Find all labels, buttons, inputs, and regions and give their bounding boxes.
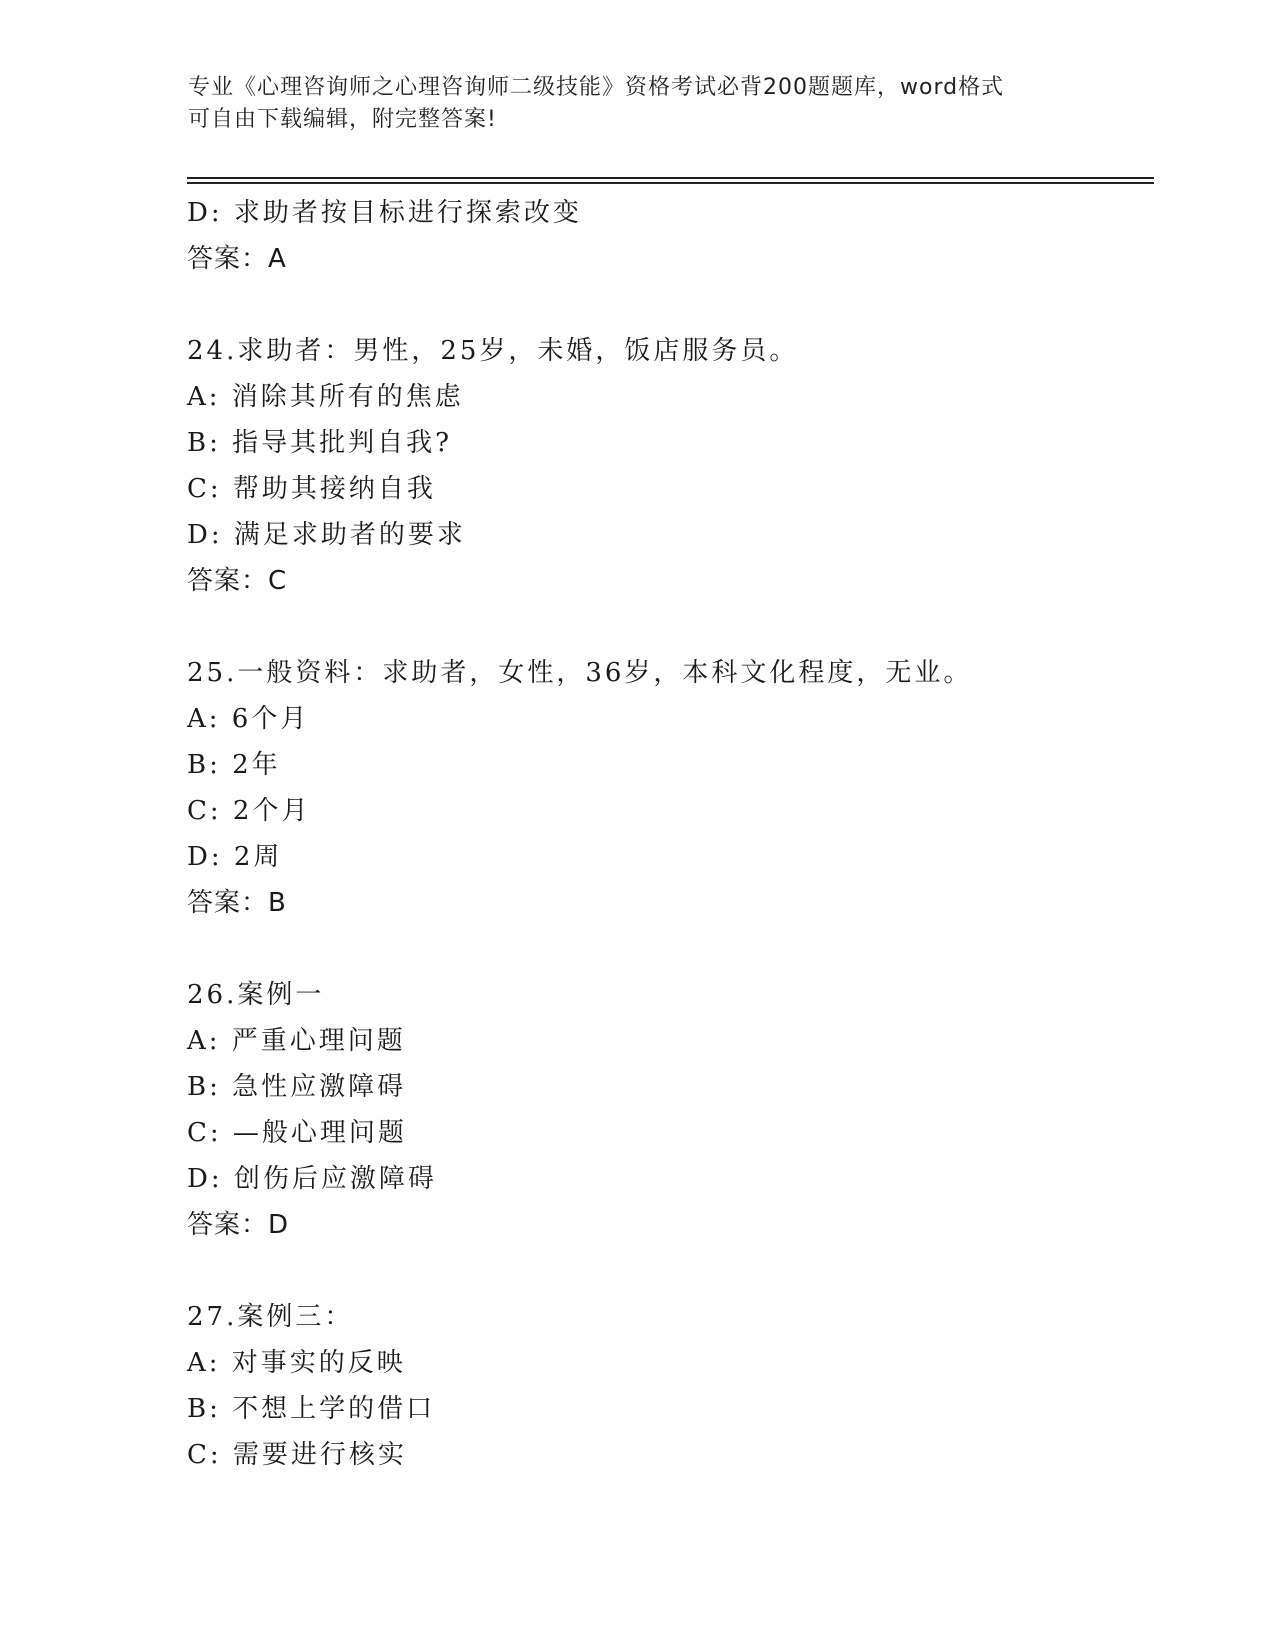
option-line: C: 帮助其接纳自我 (187, 474, 436, 504)
option-line: B: 2年 (187, 750, 281, 780)
block-spacer (187, 282, 1147, 328)
question-block (187, 190, 1147, 282)
option-line: A: 对事实的反映 (187, 1348, 406, 1378)
option-line: A: 6个月 (187, 704, 310, 734)
option-line: B: 急性应激障碍 (187, 1072, 407, 1102)
option-line: D: 创伤后应激障碍 (187, 1164, 437, 1194)
option-line: C: —般心理问题 (187, 1118, 407, 1148)
block-spacer (187, 1248, 1147, 1294)
option-line: B: 不想上学的借口 (187, 1394, 436, 1424)
header-line-2: 可自由下载编辑，附完整答案! (188, 107, 497, 132)
question-block (187, 328, 1147, 604)
question-block (187, 650, 1147, 926)
answer-line: 答案：B (187, 888, 287, 918)
header-rule-top (187, 177, 1154, 179)
answer-line: 答案：C (187, 566, 288, 596)
question-stem: 25.一般资料：求助者，女性，36岁，本科文化程度，无业。 (187, 658, 973, 688)
header-rule-bottom (187, 182, 1154, 184)
option-line: D: 2周 (187, 842, 283, 872)
question-stem: 26.案例一 (187, 980, 325, 1010)
question-stem: 27.案例三： (187, 1302, 354, 1332)
question-list (187, 190, 1147, 1478)
answer-line: 答案：D (187, 1210, 290, 1240)
option-line: B: 指导其批判自我? (187, 428, 453, 458)
option-line: D: 满足求助者的要求 (187, 520, 466, 550)
question-block (187, 1294, 1147, 1478)
option-line: C: 2个月 (187, 796, 311, 826)
option-line: A: 消除其所有的焦虑 (187, 382, 464, 412)
header-line-1: 专业《心理咨询师之心理咨询师二级技能》资格考试必背200题题库，word格式 (188, 75, 1005, 100)
answer-line: 答案：A (187, 244, 287, 274)
block-spacer (187, 926, 1147, 972)
block-spacer (187, 604, 1147, 650)
option-line: C: 需要进行核实 (187, 1440, 407, 1470)
question-block (187, 972, 1147, 1248)
option-line: D: 求助者按目标进行探索改变 (187, 198, 582, 228)
document-header (188, 72, 1088, 136)
question-stem: 24.求助者：男性，25岁，未婚，饭店服务员。 (187, 336, 799, 366)
option-line: A: 严重心理问题 (187, 1026, 406, 1056)
